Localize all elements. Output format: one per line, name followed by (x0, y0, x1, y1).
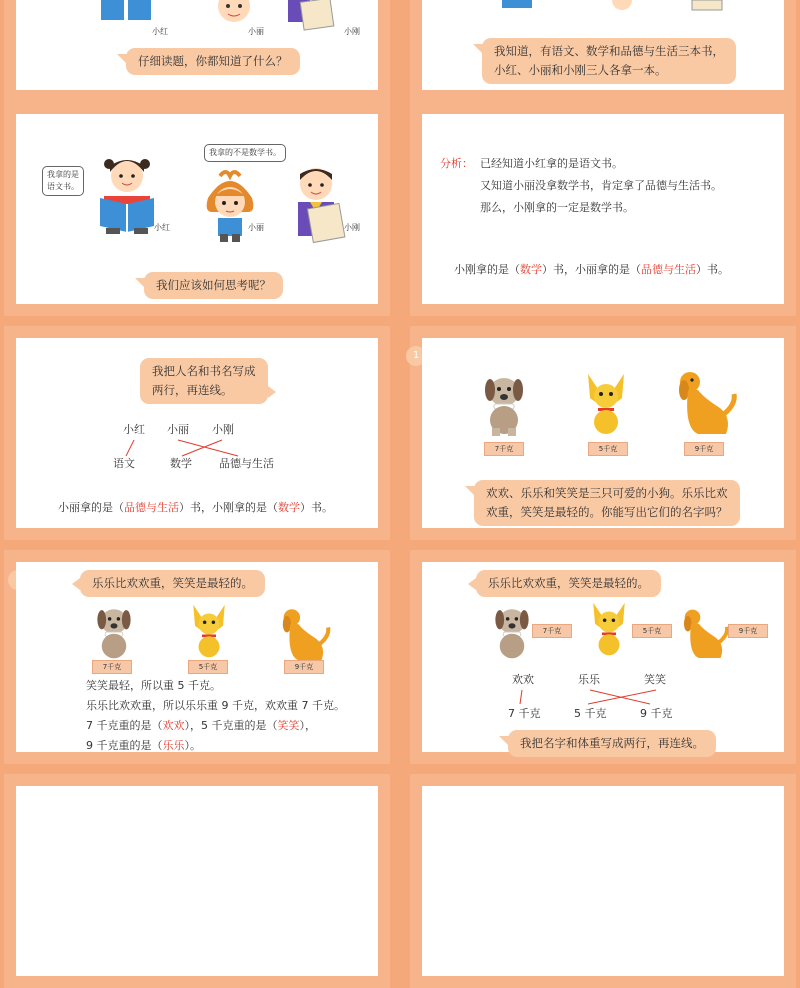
bubble-line-1: 我把人名和书名写成 (152, 364, 256, 378)
answer-fill-2: 笑笑 (277, 719, 300, 732)
answer-line-3 (86, 716, 316, 736)
speech-line-1: 我拿的是 (47, 170, 79, 179)
slide-10-content (422, 786, 784, 976)
weight-label-3: 9千克 (728, 624, 768, 638)
dog-orange-icon (674, 368, 738, 436)
slide-2 (410, 0, 796, 102)
answer-text: ）书，小刚拿的是（ (179, 501, 278, 514)
weight-label-2: 5千克 (588, 442, 628, 456)
slide-6-content (422, 338, 784, 528)
bubble-line-1: 我知道，有语文、数学和品德与生活三本书， (494, 44, 724, 58)
weight-7kg: 7 千克 (508, 707, 541, 720)
question-bubble: 仔细读题，你都知道了什么？ (126, 48, 300, 75)
book-shuxue: 数学 (170, 457, 192, 470)
slide-number-badge: 1 (406, 346, 426, 366)
dog-yellow-icon (582, 372, 630, 436)
answer-text: ）。 (184, 739, 201, 752)
answer-text: ）， (299, 719, 316, 732)
answer-sentence (58, 498, 333, 518)
speech-xiaohong (42, 166, 84, 196)
bubble-line-1: 欢欢、乐乐和笑笑是三只可爱的小狗。乐乐比欢 (486, 486, 728, 500)
girl-face-icon (214, 0, 254, 26)
weight-label-3: 9千克 (684, 442, 724, 456)
answer-text: ）书。 (300, 501, 333, 514)
slide-7 (4, 550, 390, 764)
weight-label-3: 9千克 (284, 660, 324, 674)
dog-name-xiaoxiao: 笑笑 (644, 673, 666, 686)
slide-3 (4, 102, 390, 316)
name-xiaogang: 小刚 (344, 27, 360, 36)
slide-2-content (422, 0, 784, 90)
answer-text: 小丽拿的是（ (58, 501, 124, 514)
speech-line-2: 语文书。 (47, 182, 79, 191)
slide-9-content (16, 786, 378, 976)
name-xiaoli: 小丽 (248, 27, 264, 36)
slide-1 (4, 0, 390, 102)
dog-brown-icon (482, 372, 526, 436)
name-xiaoli: 小丽 (248, 223, 264, 232)
girl-reading-icon (92, 156, 162, 236)
slide-5 (4, 326, 390, 540)
person-xiaogang: 小刚 (212, 423, 234, 436)
bubble-line-2: 小红、小丽和小刚三人各拿一本。 (494, 63, 667, 77)
answer-text: 7 千克重的是（ (86, 719, 163, 732)
weight-label-2: 5千克 (188, 660, 228, 674)
book-yuwen: 语文 (113, 457, 135, 470)
bubble-line-2: 两行，再连线。 (152, 383, 233, 397)
story-bubble (474, 480, 740, 526)
weight-9kg: 9 千克 (640, 707, 673, 720)
slide-4-content (422, 114, 784, 304)
hint-bubble: 乐乐比欢欢重，笑笑是最轻的。 (476, 570, 661, 597)
slide-7-content (16, 562, 378, 752)
answer-text: ），5 千克重的是（ (184, 719, 278, 732)
answer-fill-2: 品德与生活 (641, 263, 696, 276)
weight-label-1: 7千克 (92, 660, 132, 674)
slide-3-content (16, 114, 378, 304)
hint-bubble: 乐乐比欢欢重，笑笑是最轻的。 (80, 570, 265, 597)
slide-9 (4, 774, 390, 988)
boy-holding-book-icon (288, 162, 348, 242)
answer-fill-1: 欢欢 (162, 719, 185, 732)
slide-10 (410, 774, 796, 988)
dog-name-huanhuan: 欢欢 (512, 673, 534, 686)
person-xiaoli: 小丽 (167, 423, 189, 436)
boy-book-icon (288, 0, 338, 32)
method-bubble: 我把名字和体重写成两行，再连线。 (508, 730, 716, 757)
answer-sentence (454, 260, 729, 280)
slide-5-content (16, 338, 378, 528)
slide-4 (410, 102, 796, 316)
dog-yellow-icon (188, 602, 230, 660)
analysis-line-1: 已经知道小红拿的是语文书。 (480, 157, 623, 170)
answer-text: ）书，小丽拿的是（ (542, 263, 641, 276)
name-xiaohong: 小红 (152, 27, 168, 36)
analysis-line-3: 那么，小刚拿的一定是数学书。 (480, 201, 634, 214)
dog-name-lele: 乐乐 (578, 673, 600, 686)
reason-line-2: 乐乐比欢欢重，所以乐乐重 9 千克，欢欢重 7 千克。 (86, 699, 345, 712)
analysis-line-2: 又知道小丽没拿数学书，肯定拿了品德与生活书。 (480, 179, 722, 192)
answer-fill-1: 数学 (520, 263, 542, 276)
dog-brown-icon (94, 604, 134, 660)
answer-text: ）书。 (696, 263, 729, 276)
answer-fill-1: 品德与生活 (124, 501, 179, 514)
kid-reading-icon (96, 0, 156, 20)
bubble-line-2: 欢重，笑笑是最轻的。你能写出它们的名字吗？ (486, 505, 728, 519)
slide-8-content (422, 562, 784, 752)
answer-text: 9 千克重的是（ (86, 739, 163, 752)
slide-8 (410, 550, 796, 764)
answer-fill-3: 乐乐 (162, 739, 185, 752)
weight-5kg: 5 千克 (574, 707, 607, 720)
slide-1-content (16, 0, 378, 90)
answer-bubble (482, 38, 736, 84)
answer-text: 小刚拿的是（ (454, 263, 520, 276)
answer-line-4 (86, 736, 201, 756)
weight-label-2: 5千克 (632, 624, 672, 638)
name-xiaogang: 小刚 (344, 223, 360, 232)
person-xiaohong: 小红 (123, 423, 145, 436)
analysis-label: 分析： (440, 157, 473, 170)
dog-orange-icon (278, 606, 332, 662)
think-bubble: 我们应该如何思考呢？ (144, 272, 283, 299)
weight-label-1: 7千克 (484, 442, 524, 456)
speech-xiaoli: 我拿的不是数学书。 (204, 144, 286, 162)
reason-line-1: 笑笑最轻，所以重 5 千克。 (86, 679, 221, 692)
slide-6 (410, 326, 796, 540)
kids-partial-icon (492, 0, 742, 14)
name-xiaohong: 小红 (154, 223, 170, 232)
book-pinde: 品德与生活 (219, 457, 274, 470)
answer-fill-2: 数学 (278, 501, 300, 514)
weight-label-1: 7千克 (532, 624, 572, 638)
